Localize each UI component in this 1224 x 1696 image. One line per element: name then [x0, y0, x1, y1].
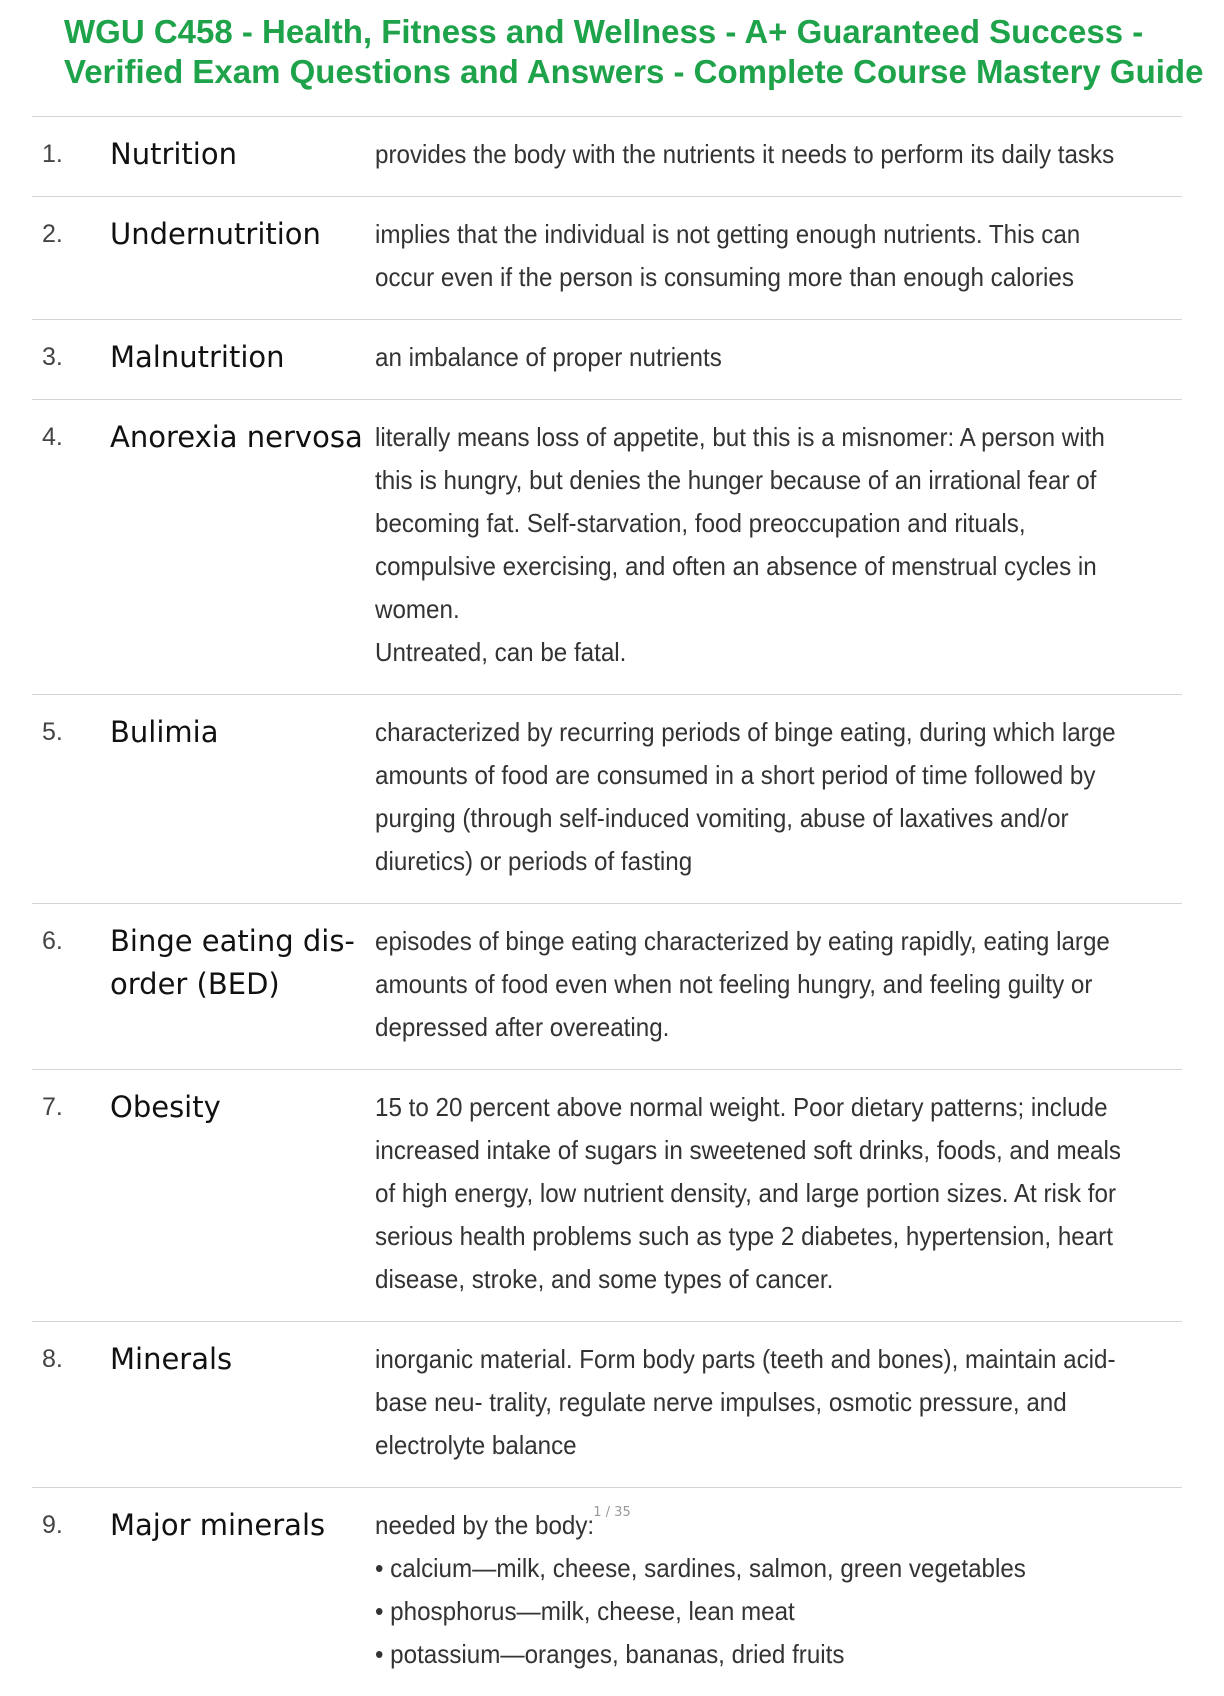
flashcard-row [32, 197, 1182, 320]
card-number: 2. [42, 220, 63, 248]
flashcard-row [32, 400, 1182, 695]
card-term: Major minerals [110, 1508, 326, 1542]
card-definition: an imbalance of proper nutrients [375, 342, 722, 372]
card-number: 4. [42, 423, 63, 451]
card-number: 3. [42, 343, 63, 371]
card-number: 7. [42, 1093, 63, 1121]
card-definition: episodes of binge eating characterized by eating rapidly, eating large amounts of food even when not feeling hungry, and feeling guilty or depressed after overeating. [375, 926, 1110, 1042]
card-definition: needed by the body: • calcium—milk, cheese, sardines, salmon, green vegetables • phosphorus—milk, cheese, lean meat • potassium—oranges, bananas, dried fruits [375, 1510, 1026, 1669]
flashcard-row [32, 1070, 1182, 1322]
card-number: 1. [42, 140, 63, 168]
flashcard-row [32, 117, 1182, 197]
card-definition: 15 to 20 percent above normal weight. Poor dietary patterns; include increased intake of sugars in sweetened soft drinks, foods, and meals of high energy, low nutrient density, and large portion sizes. At risk for serious health problems such as type 2 diabetes, hypertension, heart disease, stroke, and some types of cancer. [375, 1092, 1121, 1294]
flashcard-row [32, 1322, 1182, 1488]
card-number: 6. [42, 927, 63, 955]
flashcard-row [32, 320, 1182, 400]
card-term: Minerals [110, 1342, 233, 1376]
document-title: WGU C458 - Health, Fitness and Wellness - A+ Guaranteed Success - Verified Exam Questions and Answers - Complete Course Mastery Guide [64, 13, 1204, 90]
flashcard-row [32, 904, 1182, 1070]
card-definition: provides the body with the nutrients it needs to perform its daily tasks [375, 139, 1115, 169]
card-term: Undernutrition [110, 217, 321, 251]
card-term: Bulimia [110, 715, 219, 749]
card-number: 8. [42, 1345, 63, 1373]
card-term: Anorexia nervosa [110, 420, 363, 454]
card-definition: inorganic material. Form body parts (teeth and bones), maintain acid-base neu- trality, regulate nerve impulses, osmotic pressure, and electrolyte balance [375, 1344, 1116, 1460]
card-number: 9. [42, 1511, 63, 1539]
card-number: 5. [42, 718, 63, 746]
card-term: Obesity [110, 1090, 221, 1124]
card-term: Binge eating dis- order (BED) [110, 924, 355, 1001]
card-definition: characterized by recurring periods of binge eating, during which large amounts of food are consumed in a short period of time followed by purging (through self-induced vomiting, abuse of laxatives and/or diuretics) or periods of fasting [375, 717, 1116, 876]
page-number: 1 / 35 [593, 1505, 631, 1520]
card-term: Nutrition [110, 137, 237, 171]
card-term: Malnutrition [110, 340, 285, 374]
card-definition: implies that the individual is not getting enough nutrients. This can occur even if the person is consuming more than enough calories [375, 219, 1081, 292]
card-definition: literally means loss of appetite, but this is a misnomer: A person with this is hungry, but denies the hunger because of an irrational fear of becoming fat. Self-starvation, food preoccupation and rituals, compulsive exercising, and often an absence of menstrual cycles in women. Untreated, can be fatal. [375, 422, 1105, 667]
flashcard-row [32, 695, 1182, 904]
flashcard-list [32, 116, 1182, 1696]
